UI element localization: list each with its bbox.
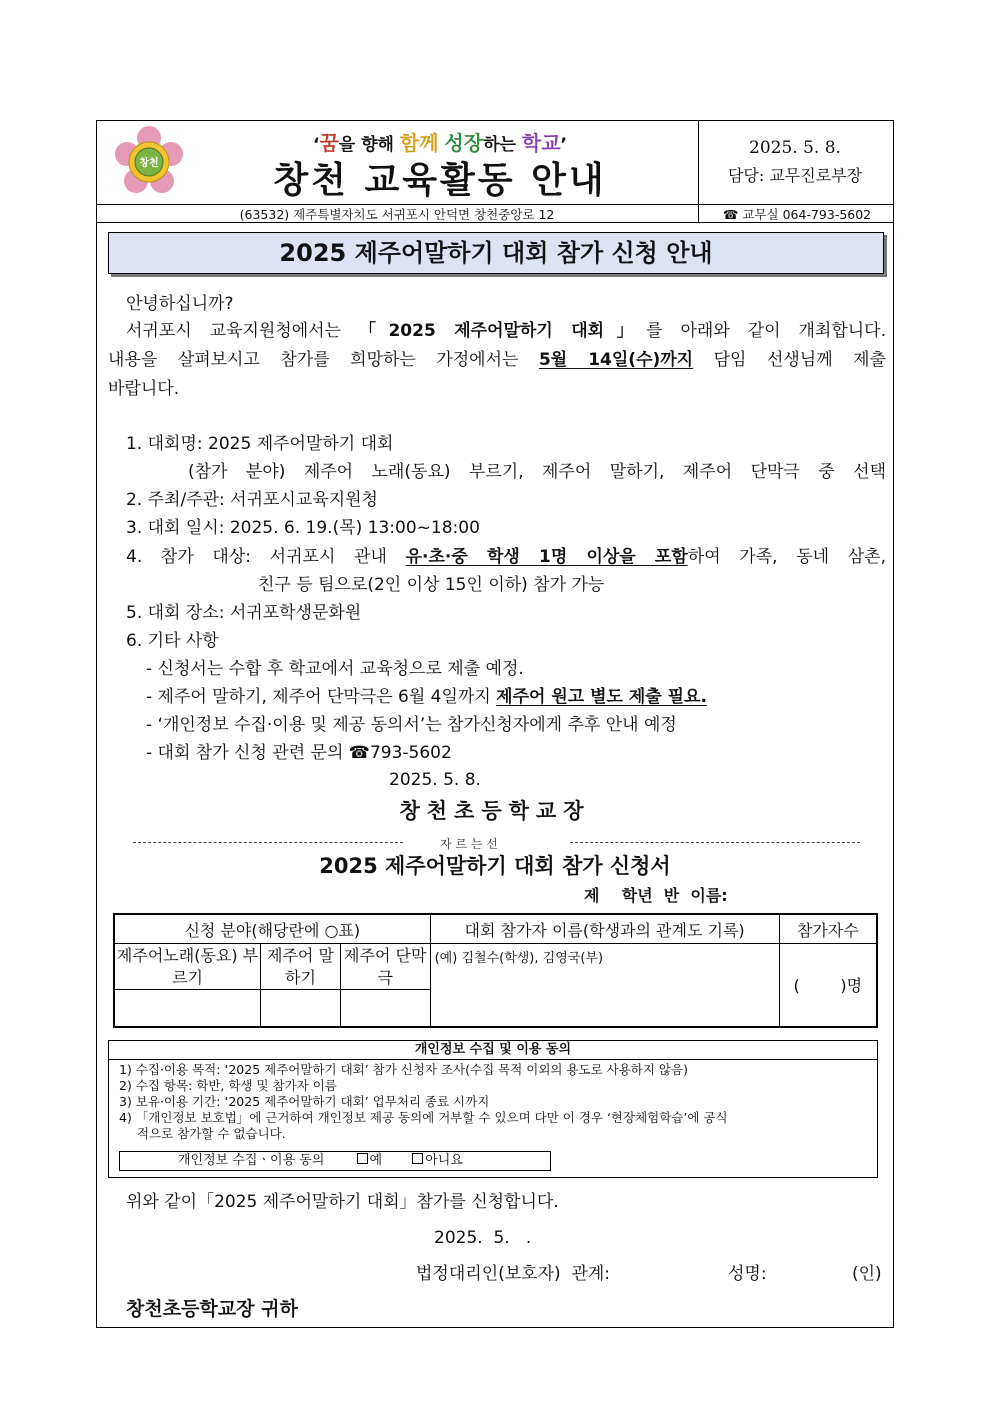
- privacy-item-1: 1) 수집·이용 목적: ‘2025 제주어말하기 대회’ 참가 신청자 조사(수집 목적 이외의 용도로 사용하지 않음): [119, 1062, 688, 1077]
- slogan-grow: 성장: [444, 131, 484, 155]
- logo-text: 창천: [139, 158, 159, 169]
- school-address: (63532) 제주특별자치도 서귀포시 안덕면 창천중앙로 12: [239, 207, 555, 222]
- item-1-sub: (참가 분야) 제주어 노래(동요) 부르기, 제주어 말하기, 제주어 단막극 중 선택: [188, 462, 886, 482]
- consent-yes[interactable]: 예: [357, 1153, 383, 1168]
- detail-1: - 신청서는 수합 후 학교에서 교육청으로 제출 예정.: [146, 659, 524, 679]
- header-field: 신청 분야(해당란에 ○표): [114, 914, 430, 944]
- participant-names-cell[interactable]: [430, 944, 779, 1027]
- item-6: 6. 기타 사항: [126, 631, 219, 651]
- slogan-dream: 꿈: [319, 131, 339, 155]
- principal-signature: 창천초등학교장: [399, 799, 591, 823]
- school-logo: [114, 126, 184, 196]
- item-3: 3. 대회 일시: 2025. 6. 19.(목) 13:00~18:00: [126, 518, 480, 538]
- checkbox-yes[interactable]: [357, 1153, 368, 1164]
- seal-mark: (인): [852, 1264, 882, 1284]
- privacy-item-4-cont: 적으로 참가할 수 없습니다.: [137, 1126, 286, 1141]
- cut-line-left: [133, 842, 403, 843]
- privacy-item-3: 3) 보유·이용 기간: ‘2025 제주어말하기 대회’ 업무처리 종료 시까지: [119, 1094, 490, 1109]
- notice-banner: 2025 제주어말하기 대회 참가 신청 안내: [108, 232, 884, 274]
- header-vertical-divider: [698, 120, 699, 222]
- detail-4: - 대회 참가 신청 관련 문의 ☎793-5602: [146, 743, 452, 763]
- school-slogan: ‘꿈을 향해 함께 성장하는 학교’: [313, 131, 567, 155]
- intro-line-2: 내용을 살펴보시고 참가를 희망하는 가정에서는 5월 14일(수)까지 담임 선생님께 제출: [108, 350, 886, 370]
- slogan-school: 학교: [521, 131, 561, 155]
- school-phone: ☎ 교무실 064-793-5602: [722, 207, 872, 222]
- field-song: 제주어노래(동요) 부르기: [114, 944, 261, 990]
- cut-line-label: 자 르 는 선: [440, 837, 498, 851]
- guardian-name-label: 성명:: [728, 1264, 767, 1284]
- page-title: 창천 교육활동 안내: [273, 160, 607, 201]
- slogan-together: 함께: [399, 131, 439, 155]
- intro-line-3: 바랍니다.: [108, 379, 180, 399]
- consent-no[interactable]: 아니요: [412, 1153, 463, 1168]
- form-class-line: 제 학년 반 이름:: [584, 886, 728, 905]
- item-1: 1. 대회명: 2025 제주어말하기 대회: [126, 434, 394, 454]
- addressee: 창천초등학교장 귀하: [126, 1298, 298, 1320]
- form-title: 2025 제주어말하기 대회 참가 신청서: [319, 854, 671, 878]
- count-blank: ( )명: [793, 976, 863, 996]
- consent-row: [119, 1151, 551, 1171]
- example-text: (예) 김철수(학생), 김영국(부): [434, 951, 604, 966]
- participant-count-cell[interactable]: [779, 944, 877, 1027]
- item-4-sub: 친구 등 팀으로(2인 이상 15인 이하) 참가 가능: [258, 575, 605, 595]
- item-4: 4. 참가 대상: 서귀포시 관내 유·초·중 학생 1명 이상을 포함하여 가족, 동네 삼촌,: [126, 547, 887, 567]
- field-play: 제주어 단막극: [340, 944, 430, 990]
- consent-label: 개인정보 수집ㆍ이용 동의: [178, 1153, 325, 1168]
- privacy-item-4: 4) 「개인정보 보호법」에 근거하여 개인정보 제공 동의에 거부할 수 있으며 다만 이 경우 ‘현장체험학습’에 공식: [119, 1110, 728, 1125]
- application-table: [113, 913, 878, 1028]
- closing-date: 2025. 5. 8.: [389, 770, 481, 790]
- field-speech: 제주어 말하기: [261, 944, 341, 990]
- header-participant-names: 대회 참가자 이름(학생과의 관계도 기록): [430, 914, 779, 944]
- greeting: 안녕하십니까?: [126, 294, 234, 314]
- guardian-relation: 법정대리인(보호자) 관계:: [416, 1264, 611, 1284]
- header-count: 참가자수: [779, 914, 877, 944]
- apply-date: 2025. 5. .: [434, 1228, 532, 1248]
- song-choice-cell[interactable]: [114, 990, 261, 1027]
- detail-3: - ‘개인정보 수집·이용 및 제공 동의서’는 참가신청자에게 추후 안내 예정: [146, 715, 677, 735]
- privacy-title: 개인정보 수집 및 이용 동의: [109, 1041, 877, 1060]
- checkbox-no[interactable]: [412, 1153, 423, 1164]
- item-2: 2. 주최/주관: 서귀포시교육지원청: [126, 490, 378, 510]
- speech-choice-cell[interactable]: [261, 990, 341, 1027]
- privacy-item-2: 2) 수집 항목: 학반, 학생 및 참가자 이름: [119, 1078, 337, 1093]
- privacy-consent-box: [108, 1040, 878, 1178]
- detail-2: - 제주어 말하기, 제주어 단막극은 6월 4일까지 제주어 원고 별도 제출 필요.: [146, 687, 707, 707]
- deadline: 5월 14일(수)까지: [538, 350, 694, 370]
- cut-line-right: [570, 842, 860, 843]
- intro-line-1: 서귀포시 교육지원청에서는 「2025 제주어말하기 대회」를 아래와 같이 개최합니다.: [126, 321, 886, 341]
- play-choice-cell[interactable]: [340, 990, 430, 1027]
- apply-statement: 위와 같이「2025 제주어말하기 대회」참가를 신청합니다.: [126, 1192, 559, 1212]
- item-5: 5. 대회 장소: 서귀포학생문화원: [126, 603, 362, 623]
- header-date: 2025. 5. 8.: [749, 138, 841, 158]
- header-person-in-charge: 담당: 교무진로부장: [727, 166, 863, 185]
